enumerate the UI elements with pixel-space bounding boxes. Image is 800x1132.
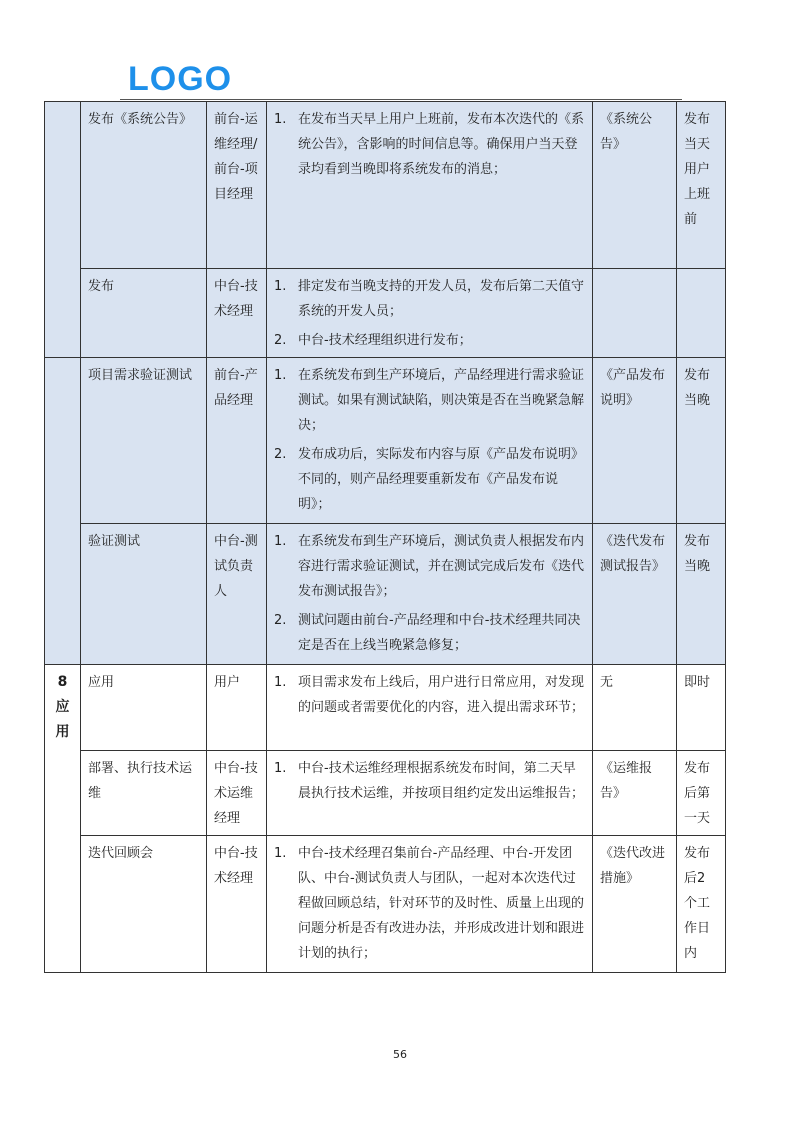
list-item-text: 在系统发布到生产环境后，产品经理进行需求验证测试。如果有测试缺陷，则决策是否在当晚紧急解决；: [298, 368, 585, 433]
description-cell: [267, 102, 593, 269]
list-item: [274, 529, 585, 604]
activity-cell: 部署、执行技术运维: [81, 751, 207, 836]
list-item-number: 1.: [274, 675, 287, 690]
list-item-number: 1.: [274, 279, 287, 294]
description-list: [274, 529, 585, 658]
table-row: [45, 102, 726, 269]
output-cell: 无: [593, 665, 677, 751]
list-item-number: 2.: [274, 333, 287, 348]
list-item: [274, 328, 585, 353]
process-table: [44, 101, 726, 973]
table-row: [45, 751, 726, 836]
header-divider: [120, 99, 682, 100]
table-row: [45, 665, 726, 751]
page-number: 56: [393, 1048, 407, 1061]
list-item-text: 中台-技术经理召集前台-产品经理、中台-开发团队、中台-测试负责人与团队，一起对本次迭代过程做回顾总结，针对环节的及时性、质量上出现的问题分析是否有改进办法，并形成改进计划和跟进计划的执行；: [298, 846, 585, 961]
list-item-number: 1.: [274, 368, 287, 383]
list-item-number: 2.: [274, 613, 287, 628]
list-item-text: 发布成功后，实际发布内容与原《产品发布说明》不同的，则产品经理要重新发布《产品发布说明》；: [298, 447, 585, 512]
list-item-number: 2.: [274, 447, 287, 462]
description-cell: [267, 524, 593, 665]
output-cell: 《运维报告》: [593, 751, 677, 836]
list-item: [274, 363, 585, 438]
output-cell: 《迭代发布测试报告》: [593, 524, 677, 665]
logo: LOGO: [128, 60, 233, 98]
role-cell: 用户: [207, 665, 267, 751]
list-item-number: 1.: [274, 534, 287, 549]
activity-cell: 应用: [81, 665, 207, 751]
list-item-number: 1.: [274, 846, 287, 861]
list-item-number: 1.: [274, 112, 287, 127]
time-cell: 即时: [677, 665, 726, 751]
table-row: [45, 836, 726, 973]
list-item-text: 项目需求发布上线后，用户进行日常应用，对发现的问题或者需要优化的内容，进入提出需求环节；: [298, 675, 585, 715]
table-row: [45, 269, 726, 358]
output-cell: 《产品发布说明》: [593, 358, 677, 524]
description-list: [274, 363, 585, 517]
role-cell: 中台-技术运维经理: [207, 751, 267, 836]
role-cell: 中台-技术经理: [207, 269, 267, 358]
role-cell: 前台-运维经理/前台-项目经理: [207, 102, 267, 269]
list-item-number: 1.: [274, 761, 287, 776]
phase-cell: [45, 358, 81, 665]
output-cell: [593, 269, 677, 358]
time-cell: 发布当晚: [677, 524, 726, 665]
activity-cell: 发布: [81, 269, 207, 358]
output-cell: 《迭代改进措施》: [593, 836, 677, 973]
phase-cell: [45, 102, 81, 358]
output-cell: 《系统公告》: [593, 102, 677, 269]
phase-name-char: 应: [55, 699, 70, 715]
time-cell: 发布后2个工作日内: [677, 836, 726, 973]
time-cell: 发布当天用户上班前: [677, 102, 726, 269]
list-item-text: 中台-技术运维经理根据系统发布时间，第二天早晨执行技术运维，并按项目组约定发出运维报告；: [298, 761, 585, 801]
description-list: [274, 107, 585, 182]
activity-cell: 发布《系统公告》: [81, 102, 207, 269]
list-item-text: 排定发布当晚支持的开发人员，发布后第二天值守系统的开发人员；: [298, 279, 585, 319]
activity-cell: 验证测试: [81, 524, 207, 665]
phase-number: 8: [57, 674, 68, 690]
list-item: [274, 756, 585, 806]
time-cell: 发布后第一天: [677, 751, 726, 836]
list-item: [274, 670, 585, 720]
list-item: [274, 608, 585, 658]
list-item: [274, 442, 585, 517]
activity-cell: 项目需求验证测试: [81, 358, 207, 524]
role-cell: 中台-技术经理: [207, 836, 267, 973]
time-cell: [677, 269, 726, 358]
phase-name-char: 用: [55, 724, 70, 740]
phase-cell: [45, 665, 81, 973]
list-item: [274, 841, 585, 966]
table-row: [45, 358, 726, 524]
description-list: [274, 756, 585, 806]
list-item: [274, 274, 585, 324]
time-cell: 发布当晚: [677, 358, 726, 524]
list-item-text: 测试问题由前台-产品经理和中台-技术经理共同决定是否在上线当晚紧急修复；: [298, 613, 581, 653]
description-cell: [267, 751, 593, 836]
description-cell: [267, 665, 593, 751]
list-item-text: 中台-技术经理组织进行发布；: [298, 333, 472, 348]
list-item: [274, 107, 585, 182]
description-list: [274, 670, 585, 720]
role-cell: 中台-测试负责人: [207, 524, 267, 665]
description-list: [274, 274, 585, 353]
description-cell: [267, 836, 593, 973]
description-cell: [267, 358, 593, 524]
activity-cell: 迭代回顾会: [81, 836, 207, 973]
description-cell: [267, 269, 593, 358]
table-row: [45, 524, 726, 665]
list-item-text: 在系统发布到生产环境后，测试负责人根据发布内容进行需求验证测试，并在测试完成后发布《迭代发布测试报告》；: [298, 534, 585, 599]
list-item-text: 在发布当天早上用户上班前，发布本次迭代的《系统公告》，含影响的时间信息等。确保用户当天登录均看到当晚即将系统发布的消息；: [298, 112, 585, 177]
role-cell: 前台-产品经理: [207, 358, 267, 524]
description-list: [274, 841, 585, 966]
